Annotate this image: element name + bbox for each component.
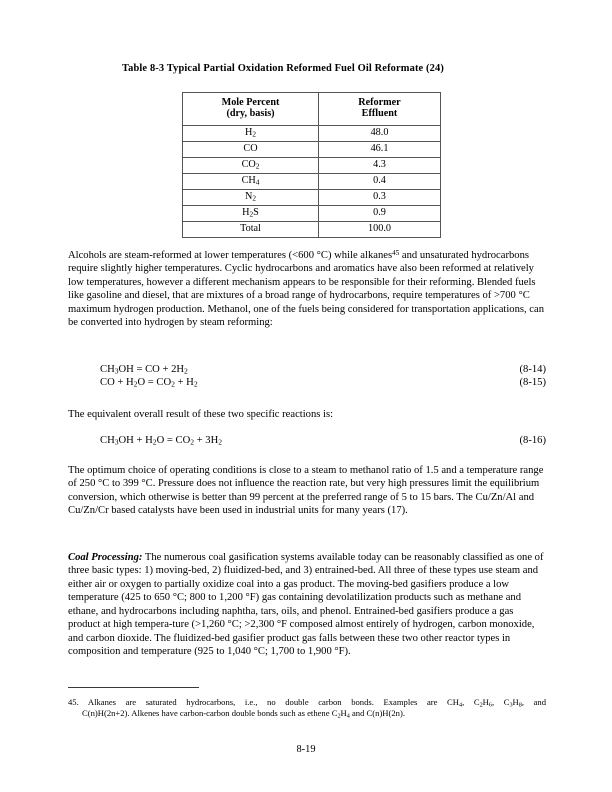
table-cell-species: CO [183,142,319,158]
table-body [183,126,441,238]
table-cell-value: 46.1 [319,142,441,158]
table-cell-species: $H_2S$ [183,206,319,222]
table-row [183,142,441,158]
paragraph-alcohols-block [68,249,546,330]
footnote-separator-rule [68,687,199,688]
equation-text: $CH_3OH + H_2O = CO_2 + 3H_2$ [100,435,223,447]
table-header-mole-percent [183,93,319,126]
equation-group-2 [68,434,546,447]
footnote-line-1: 45. Alkanes are saturated hydrocarbons, i.e., no double carbon bonds. Examples are $CH_4$, $C_2H_6$, $C_3H_8$, and [68,697,547,709]
equation-row-8-14 [68,363,546,376]
table-cell-value: 0.4 [319,174,441,190]
paragraph-alcohols: Alcohols are steam-reformed at lower temperatures (<600 °C) while alkanes$^{45}$ and unsaturated hydrocarbons require slightly higher temperatures. Cyclic hydrocarbons and aromatics have also been reformed at relatively low temperatures, however a different mechanism appears to be responsible for their reforming. Blended fuels like gasoline and diesel, that are mixtures of a broad range of hydrocarbons, require temperatures of >700 °C maximum hydrogen production. Methanol, one of the fuels being considered for transportation applications, can be converted into hydrogen by steam reforming: [68,248,545,329]
table-header-row [183,93,441,126]
table-cell-value: 4.3 [319,158,441,174]
equation-number: (8-15) [519,377,546,389]
table-header-reformer-effluent [319,93,441,126]
table-caption: Table 8-3 Typical Partial Oxidation Reformed Fuel Oil Reformate (24) [122,63,444,74]
table-cell-value: 0.9 [319,206,441,222]
equation-group-1 [68,363,546,390]
reformate-table [182,92,441,238]
table-row [183,174,441,190]
equation-row-8-15 [68,376,546,389]
footnote-45 [68,697,546,719]
equation-text: CO + $H_2O = CO_2 + H_2$ [100,377,198,390]
paragraph-equivalent-result: The equivalent overall result of these two specific reactions is: [68,409,334,420]
equation-number: (8-14) [519,364,546,375]
table-row [183,206,441,222]
reformate-table-container [182,92,430,238]
paragraph-optimum-block [68,464,546,518]
table-head [183,93,441,126]
table-row [183,190,441,206]
paragraph-optimum-conditions: The optimum choice of operating conditions is close to a steam to methanol ratio of 1.5 and a temperature range of 250 °C to 399 °C. Pressure does not influence the reaction rate, but very high pressures limit the equilibrium conversion, which otherwise is better than 99 percent at the preferred range of 5 to 15 bars. The Cu/Zn/Al and Cu/Zn/Cr based catalysts have been used in industrial units for many years (17). [68,465,544,517]
footnote-line-2: C(n)H(2n+2). Alkenes have carbon-carbon double bonds such as ethene $C_2H_4$ and C(n)H(2n). [82,708,405,720]
table-cell-value: 48.0 [319,126,441,142]
table-cell-species: $N_2$ [183,190,319,206]
table-cell-species: Total [183,222,319,238]
equation-number: (8-16) [519,435,546,446]
table-row [183,126,441,142]
table-row [183,222,441,238]
table-cell-value: 100.0 [319,222,441,238]
header-line-1: Reformer [358,96,401,108]
header-line-1: Mole Percent [221,96,280,108]
header-line-2: Effluent [361,107,398,119]
equation-text: $CH_3OH$ = CO + $2H_2$ [100,364,188,376]
header-line-2: (dry, basis) [226,107,275,119]
paragraph-coal-processing: Coal Processing: The numerous coal gasification systems available today can be reasonably classified as one of three basic types: 1) moving-bed, 2) fluidized-bed, and 3) entrained-bed. All three of these types use steam and either air or oxygen to partially oxidize coal into a gas product. The moving-bed gasifiers produce a low temperature (425 to 650 °C; 800 to 1,200 °F) gas containing devolatilization products such as methane and ethane, and hydrocarbons including naphtha, tars, oils, and phenol. Entrained-bed gasifiers produce a gas product at high tempera-ture (>1,260 °C; >2,300 °F composed almost entirely of hydrogen, carbon monoxide, and carbon dioxide. The fluidized-bed gasifier product gas falls between these two other reactor types in composition and temperature (925 to 1,040 °C; 1,700 to 1,900 °F). [68,552,544,658]
paragraph-equivalent-block [68,408,546,421]
table-cell-value: 0.3 [319,190,441,206]
paragraph-coal-processing-block [68,551,546,659]
equation-row-8-16 [68,434,546,447]
table-cell-species: $H_2$ [183,126,319,142]
table-row [183,158,441,174]
page-number: 8-19 [296,744,316,755]
table-cell-species: $CO_2$ [183,158,319,174]
table-cell-species: $CH_4$ [183,174,319,190]
